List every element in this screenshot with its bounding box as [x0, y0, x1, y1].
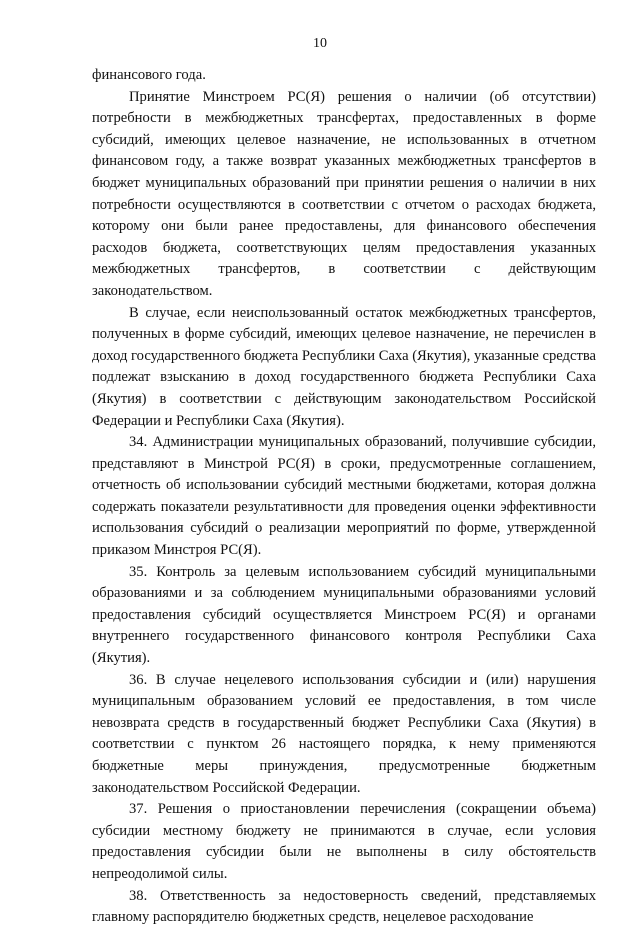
- page-number: 10: [313, 36, 327, 51]
- paragraph-continued: финансового года.: [92, 67, 206, 83]
- paragraph-budget-transfer-need: Принятие Минстроем РС(Я) решения о наличии (об отсутствии) потребности в межбюджетных трансфертах, предоставленных в форме субсидий, имеющих целевое назначение, не использованных в отчетном финансовом году, а также возврат указанных межбюджетных трансфертов в бюджет муниципальных образований при принятии решения о наличии в них потребности осуществляются в соответствии с отчетом о расходах бюджета, которому они были ранее предоставлены, для финансового обеспечения расходов бюджета, соответствующих целям предоставления указанных межбюджетных трансфертов, в соответствии с действующим законодательством.: [92, 88, 596, 299]
- paragraph-36: 36. В случае нецелевого использования субсидии и (или) нарушения муниципальным образованием условий ее предоставления, в том числе невозврата средств в государственный бюджет Республики Саха (Якутия) в соответствии с пунктом 26 настоящего порядка, к нему применяются бюджетные меры принуждения, предусмотренные бюджетным законодательством Российской Федерации.: [92, 671, 596, 796]
- document-body: [92, 65, 596, 929]
- paragraph-34: 34. Администрации муниципальных образований, получившие субсидии, представляют в Минстрой РС(Я) в сроки, предусмотренные соглашением, отчетность об использовании субсидий местными бюджетами, которая должна содержать показатели результативности для проведения оценки эффективности использования субсидий о реализации мероприятий по форме, утвержденной приказом Минстроя РС(Я).: [92, 434, 596, 559]
- paragraph-35: 35. Контроль за целевым использованием субсидий муниципальными образованиями и за соблюдением муниципальными образованиями условий предоставления субсидий осуществляется Минстроем РС(Я) и органами внутреннего государственного финансового контроля Республики Саха (Якутия).: [92, 563, 596, 667]
- paragraph-37: 37. Решения о приостановлении перечисления (сокращении объема) субсидии местному бюджету не принимаются в случае, если условия предоставления субсидии были не выполнены в силу обстоятельств непреодолимой силы.: [92, 801, 596, 882]
- paragraph-unused-balance: В случае, если неиспользованный остаток межбюджетных трансфертов, полученных в форме субсидий, имеющих целевое назначение, не перечислен в доход государственного бюджета Республики Саха (Якутия), указанные средства подлежат взысканию в доход государственного бюджета Республики Саха (Якутия) в соответствии с действующим законодательством Российской Федерации и Республики Саха (Якутия).: [92, 304, 596, 429]
- paragraph-38: 38. Ответственность за недостоверность сведений, представляемых главному распорядителю бюджетных средств, нецелевое расходование: [92, 887, 596, 926]
